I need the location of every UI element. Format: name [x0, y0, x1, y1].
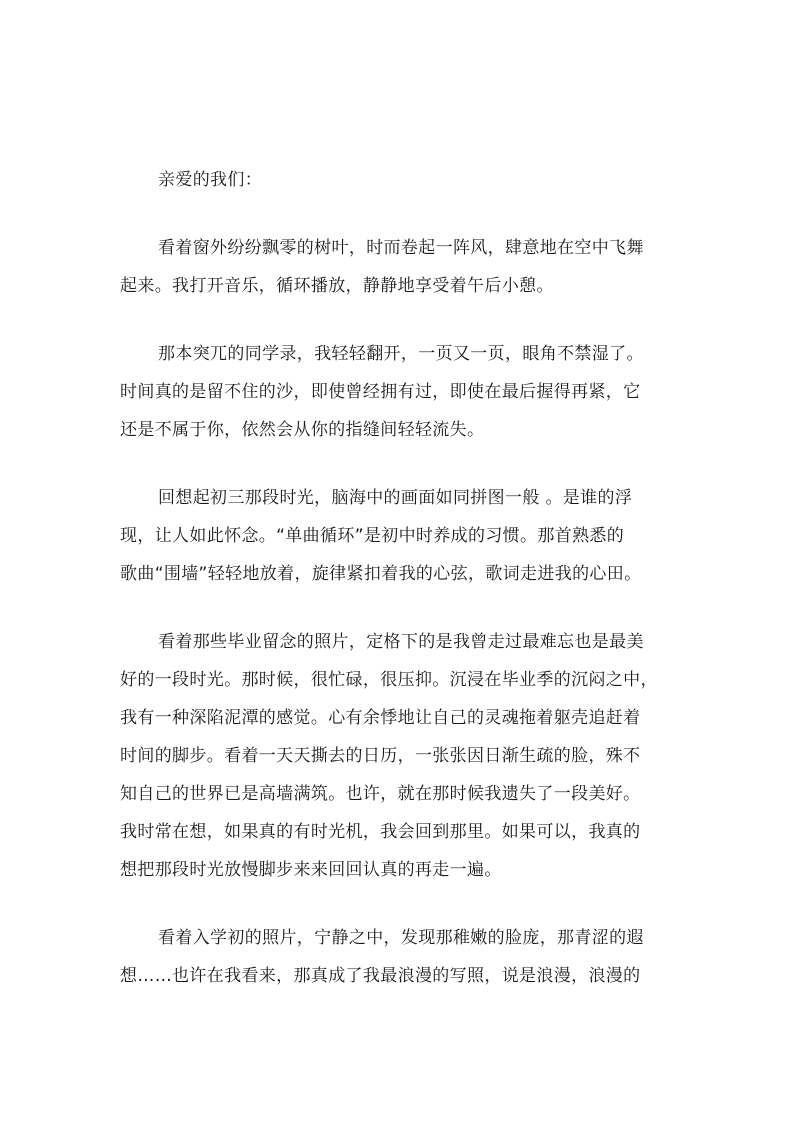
paragraph-gap [120, 305, 680, 335]
paragraph-line: 现，让人如此怀念。“单曲循环”是初中时养成的习惯。那首熟悉的 [120, 526, 625, 546]
paragraph-line: 我有一种深陷泥潭的感觉。心有余悸地让自己的灵魂拖着躯壳追赶着 [120, 708, 641, 728]
paragraph-line: 回想起初三那段时光，脑海中的画面如同拼图一般 。是谁的浮 [158, 488, 633, 508]
paragraph-line: 那本突兀的同学录，我轻轻翻开，一页又一页，眼角不禁湿了。 [158, 344, 644, 364]
paragraph-1 [120, 229, 680, 305]
paragraph-5 [120, 919, 680, 995]
paragraph-gap [120, 889, 680, 919]
paragraph-line: 想把那段时光放慢脚步来来回回认真的再走一遍。 [120, 860, 502, 880]
paragraph-line: 歌曲“围墙”轻轻地放着，旋律紧扣着我的心弦，歌词走进我的心田。 [120, 564, 642, 584]
paragraph-line: 时间真的是留不住的沙，即使曾经拥有过，即使在最后握得再紧，它 [120, 382, 641, 402]
paragraph-gap [120, 593, 680, 623]
paragraph-4 [120, 623, 680, 889]
paragraph-line: 我时常在想，如果真的有时光机，我会回到那里。如果可以，我真的 [120, 822, 641, 842]
paragraph-line: 看着窗外纷纷飘零的树叶，时而卷起一阵风，肆意地在空中飞舞 [158, 238, 644, 258]
paragraph-line: 知自己的世界已是高墙满筑。也许，就在那时候我遗失了一段美好。 [120, 784, 641, 804]
salutation: 亲爱的我们： [158, 170, 263, 190]
paragraph-line: 想……也许在我看来，那真成了我最浪漫的写照，说是浪漫，浪漫的 [120, 966, 641, 986]
paragraph-gap [120, 199, 680, 229]
paragraph-line: 时间的脚步。看着一天天撕去的日历，一张张因日渐生疏的脸，殊不 [120, 746, 641, 766]
paragraph-line: 看着那些毕业留念的照片，定格下的是我曾走过最难忘也是最美 [158, 632, 644, 652]
letter-body [120, 161, 680, 995]
paragraph-2 [120, 335, 680, 449]
paragraph-line: 还是不属于你，依然会从你的指缝间轻轻流失。 [120, 420, 485, 440]
paragraph-3 [120, 479, 680, 593]
paragraph-gap [120, 449, 680, 479]
paragraph-line: 好的一段时光。那时候，很忙碌，很压抑。沉浸在毕业季的沉闷之中， [120, 670, 658, 690]
paragraph-line: 看着入学初的照片，宁静之中，发现那稚嫩的脸庞，那青涩的遐 [158, 928, 644, 948]
paragraph-line: 起来。我打开音乐，循环播放，静静地享受着午后小憩。 [120, 276, 554, 296]
